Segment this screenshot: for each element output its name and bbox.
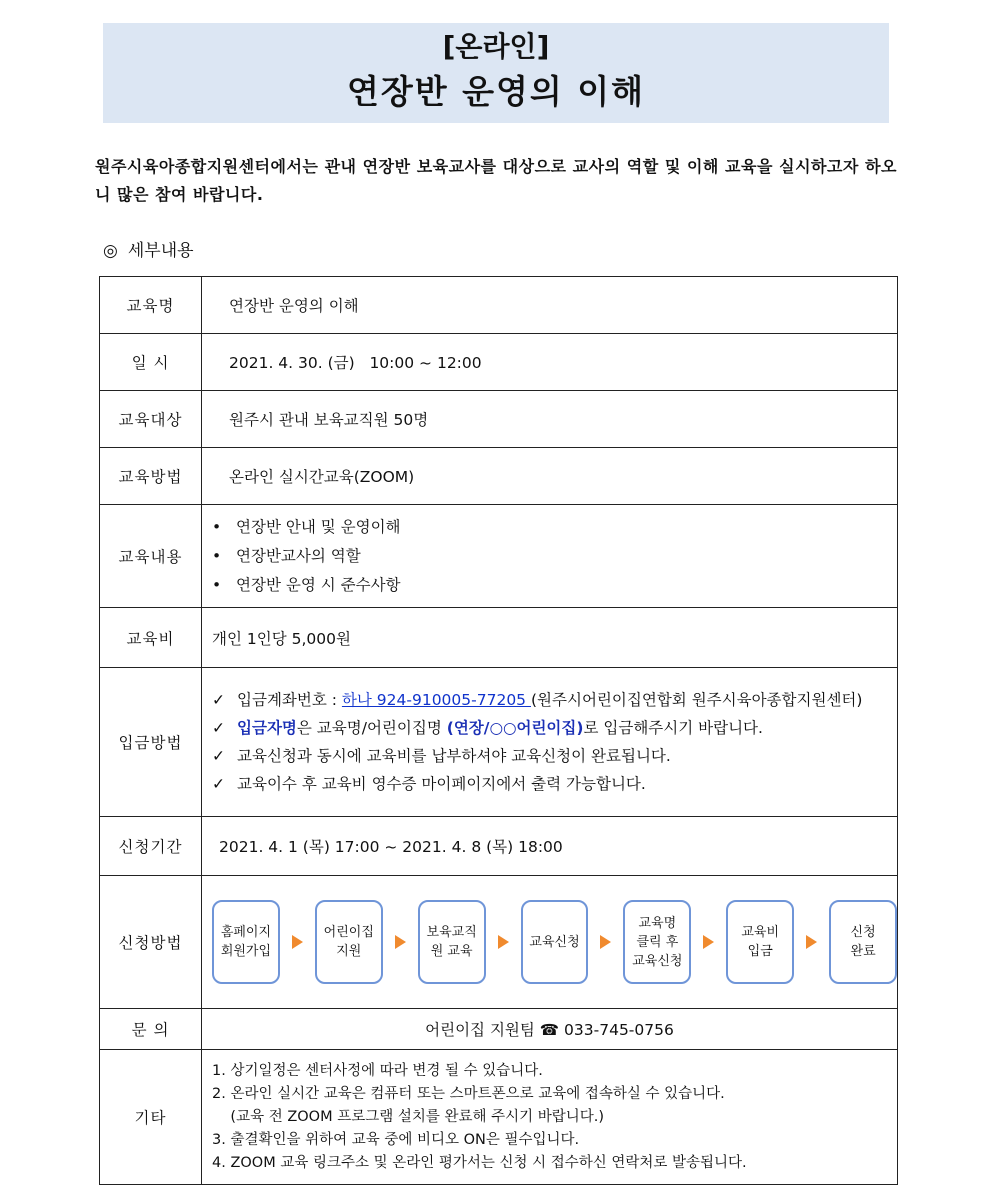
etc-item: 3. 출결확인을 위하여 교육 중에 비디오 ON은 필수입니다. <box>212 1131 580 1148</box>
value-contact: 어린이집 지원팀 ☎ 033-745-0756 <box>202 1009 898 1050</box>
flow-step: 홈페이지 회원가입 <box>212 900 280 984</box>
check-icon: ✓ <box>212 747 225 765</box>
apply-flow <box>202 900 897 984</box>
payment-depositor-line: ✓ 입금자명은 교육명/어린이집명 (연장/○○어린이집)로 입금해주시기 바랍니다. <box>212 714 897 742</box>
section-heading <box>103 238 194 264</box>
value-name: 연장반 운영의 이해 <box>202 277 898 334</box>
row-fee <box>100 608 898 668</box>
label-content: 교육내용 <box>100 505 202 608</box>
row-etc <box>100 1050 898 1185</box>
details-table <box>99 276 898 1185</box>
flow-step: 교육신청 <box>521 900 589 984</box>
arrow-right-icon <box>395 935 406 949</box>
row-content <box>100 505 898 608</box>
payment-account-line: ✓ 입금계좌번호 : 하나 924-910005-77205 (원주시어린이집연합회 원주시육아종합지원센터) <box>212 686 897 714</box>
label-name: 교육명 <box>100 277 202 334</box>
double-circle-icon: ◎ <box>103 241 118 261</box>
row-apply <box>100 876 898 1009</box>
value-apply <box>202 876 898 1009</box>
value-etc <box>202 1050 898 1185</box>
check-icon: ✓ <box>212 719 225 737</box>
content-item: • 연장반 안내 및 운영이해 <box>212 513 897 542</box>
value-period: 2021. 4. 1 (목) 17:00 ~ 2021. 4. 8 (목) 18:00 <box>202 817 898 876</box>
row-payment <box>100 668 898 817</box>
etc-item: 1. 상기일정은 센터사정에 따라 변경 될 수 있습니다. <box>212 1062 543 1079</box>
title-line-2: 연장반 운영의 이해 <box>346 72 645 111</box>
value-method: 온라인 실시간교육(ZOOM) <box>202 448 898 505</box>
title-line-1: [온라인] <box>442 30 550 63</box>
content-item: • 연장반 운영 시 준수사항 <box>212 571 897 600</box>
flow-step: 교육명 클릭 후 교육신청 <box>623 900 691 984</box>
label-contact: 문 의 <box>100 1009 202 1050</box>
flow-step: 어린이집 지원 <box>315 900 383 984</box>
payment-line-4: ✓ 교육이수 후 교육비 영수증 마이페이지에서 출력 가능합니다. <box>212 770 897 798</box>
section-label: 세부내용 <box>127 241 194 261</box>
value-payment <box>202 668 898 817</box>
value-fee: 개인 1인당 5,000원 <box>202 608 898 668</box>
row-date <box>100 334 898 391</box>
arrow-right-icon <box>703 935 714 949</box>
payment-line-3: ✓ 교육신청과 동시에 교육비를 납부하셔야 교육신청이 완료됩니다. <box>212 742 897 770</box>
arrow-right-icon <box>806 935 817 949</box>
account-number-link[interactable]: 하나 924-910005-77205 <box>341 691 531 709</box>
row-method <box>100 448 898 505</box>
row-period <box>100 817 898 876</box>
check-icon: ✓ <box>212 775 225 793</box>
label-fee: 교육비 <box>100 608 202 668</box>
etc-item: 4. ZOOM 교육 링크주소 및 온라인 평가서는 신청 시 접수하신 연락처로 발송됩니다. <box>212 1154 747 1171</box>
flow-step: 보육교직 원 교육 <box>418 900 486 984</box>
label-period: 신청기간 <box>100 817 202 876</box>
label-etc: 기타 <box>100 1050 202 1185</box>
check-icon: ✓ <box>212 691 225 709</box>
intro-text: 원주시육아종합지원센터에서는 관내 연장반 보육교사를 대상으로 교사의 역할 및 이해 교육을 실시하고자 하오니 많은 참여 바랍니다. <box>95 157 897 204</box>
label-date: 일 시 <box>100 334 202 391</box>
title-banner <box>103 23 889 123</box>
arrow-right-icon <box>292 935 303 949</box>
row-target <box>100 391 898 448</box>
label-apply: 신청방법 <box>100 876 202 1009</box>
label-method: 교육방법 <box>100 448 202 505</box>
value-content <box>202 505 898 608</box>
value-target: 원주시 관내 보육교직원 50명 <box>202 391 898 448</box>
content-item: • 연장반교사의 역할 <box>212 542 897 571</box>
etc-item: 2. 온라인 실시간 교육은 컴퓨터 또는 스마트폰으로 교육에 접속하실 수 있습니다. <box>212 1085 725 1102</box>
label-payment: 입금방법 <box>100 668 202 817</box>
value-date: 2021. 4. 30. (금) 10:00 ~ 12:00 <box>202 334 898 391</box>
etc-item: (교육 전 ZOOM 프로그램 설치를 완료해 주시기 바랍니다.) <box>212 1108 605 1125</box>
label-target: 교육대상 <box>100 391 202 448</box>
arrow-right-icon <box>600 935 611 949</box>
flow-step: 신청 완료 <box>829 900 897 984</box>
row-contact <box>100 1009 898 1050</box>
arrow-right-icon <box>498 935 509 949</box>
row-name <box>100 277 898 334</box>
flow-step: 교육비 입금 <box>726 900 794 984</box>
